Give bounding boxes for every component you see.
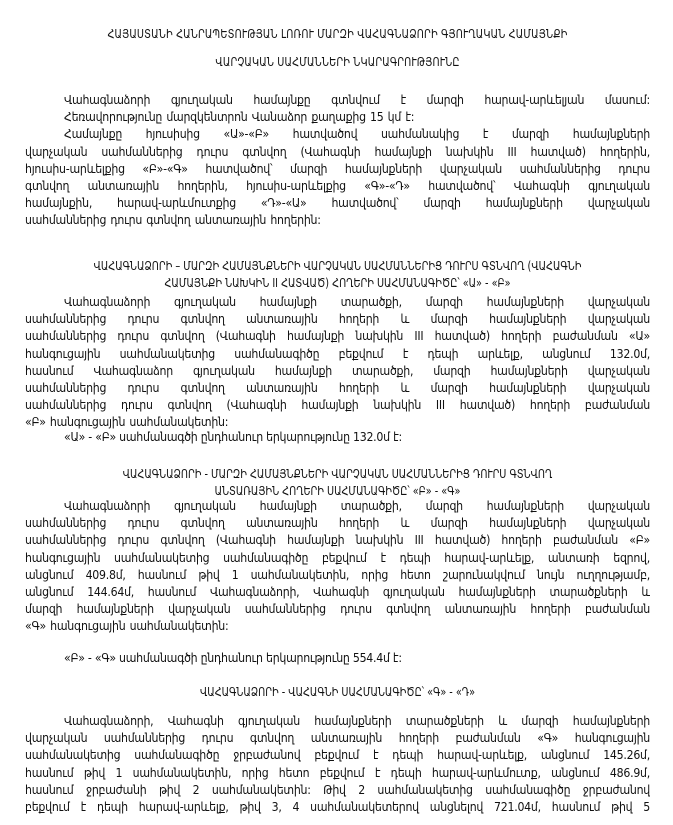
text-line: Վահագնաձորի գյուղական համայնքի տարածքի, մարզի համայնքների վարչական [64, 499, 650, 513]
heading-line: ՀԱՄԱՅՆՔԻ ՆԱԽԿԻՆ II ՀԱՏՎԱԾ) ՀՈՂԵՐԻ ՍԱՀՄԱՆԱԳԻԾԸ՝ «Ա» - «Բ» [164, 275, 511, 290]
text-line: «Գ» հանգուցային սահմանակետին: [25, 619, 229, 634]
title-line-1: ՀԱՅԱՍՏԱՆԻ ՀԱՆՐԱՊԵՏՈՒԹՅԱՆ ԼՈՌՈՒ ՄԱՐԶԻ ՎԱՀԱԳՆԱՁՈՐԻ ԳՅՈՒՂԱԿԱՆ ՀԱՄԱՅՆՔԻ [107, 26, 568, 41]
text-line: համայնքին, հարավ-արևմուտքից «Դ»-«Ա» հատվածով՝ մարզի համայնքների վարչական [25, 196, 650, 211]
text-line: «Բ» հանգուցային սահմանակետին: [25, 415, 229, 430]
text-line: բեքվում է դեպի հարավ-արևելք, թիվ 3, 4 սահմանակետերով անցնելով 721.04մ, հասնում թիվ 5 [25, 800, 650, 815]
text-line: մարզի համայնքների վարչական սահմաններից դուրս գտնվող անտառային հողերի բաժանման [25, 602, 650, 617]
section-heading-b-g [25, 465, 650, 499]
text-line: անցնում 144.64մ, հասնում Վահագնաձորի, Վահագնի գյուղական համայնքների տարածքների և [25, 585, 650, 600]
heading-line: ՎԱՀԱԳՆԱՁՈՐԻ - ՎԱՀԱԳՆԻ ՍԱՀՄԱՆԱԳԻԾԸ՝ «Գ» - «Դ» [199, 684, 475, 699]
text-line: հանգուցային սահմանակետից սահմանագիծը բեքվում է դեպի հարավ-արևելք, անտառի եզրով, [25, 550, 650, 565]
text-line: գտնվող անտառային հողերին, հյուսիս-արևելքից «Գ»-«Դ» հատվածով՝ Վահագնի գյուղական [25, 179, 650, 194]
text-line: սահմաններից դուրս գտնվող (Վահագնի համայնքի նախկին III հատված) հողերի բաժանման «Ա» [25, 329, 650, 344]
text-line: վարչական սահմաններից դուրս գտնվող (Վահագնի համայնքի նախկին III հատված) հողերին, [25, 144, 650, 159]
text-line: հասնում թիվ 1 սահմանակետին, որից հետո բեքվում է դեպի հարավ-արևմուտք, անցնում 486.9մ, [25, 765, 650, 780]
title-line-2: ՎԱՐՉԱԿԱՆ ՍԱՀՄԱՆՆԵՐԻ ՆԿԱՐԱԳՐՈՒԹՅՈՒՆԸ [215, 54, 460, 69]
text-line: անցնում 409.8մ, հասնում թիվ 1 սահմանակետին, որից հետո շարունակվում նույն ուղղությամբ, [25, 567, 650, 582]
text-line: Վահագնաձորի, Վահագնի գյուղական համայնքների տարածքների և մարզի համայնքների [64, 714, 650, 728]
heading-line: ԱՆՏԱՌԱՅԻՆ ՀՈՂԵՐԻ ՍԱՀՄԱՆԱԳԻԾԸ՝ «Բ» - «Գ» [214, 483, 461, 498]
text-line: Վահագնաձորի գյուղական համայնքի տարածքի, մարզի համայնքների վարչական [64, 295, 650, 309]
text-line: սահմաններից դուրս գտնվող անտառային հողերի և մարզի համայնքների վարչական [25, 312, 650, 327]
section-heading-g-d [25, 683, 650, 700]
text-line: հանգուցային սահմանակետից սահմանագիծը բեքվում է դեպի արևելք, անցնում 132.0մ, [25, 346, 650, 361]
text-line: սահմաններից դուրս գտնվող (Վահագնի համայնքի նախկին III հատված) հողերի բաժանման [25, 398, 650, 413]
text-line: Հեռավորությունը մարզկենտրոն Վանաձոր քաղաքից 15 կմ է: [64, 110, 415, 125]
section-body-a-b [25, 294, 650, 432]
text-line: հասնում Վահագնաձոր գյուղական համայնքի տարածքի, մարզի համայնքների վարչական [25, 363, 650, 378]
section-body-b-g [25, 498, 650, 636]
text-line: սահմաններից դուրս գտնվող անտառային հողերին: [25, 213, 321, 228]
text-line: հյուսիս-արևելքից «Բ»-«Գ» հատվածով՝ մարզի համայնքների վարչական սահմաններից դուրս [25, 161, 650, 176]
text-line: հասնում ջրբաժանի թիվ 2 սահմանակետին: Թիվ 2 սահմանակետից սահմանագիծը ջրբաժանով [25, 782, 650, 797]
text-line: Համայնքը հյուսիսից «Ա»-«Բ» հատվածով սահմանակից է մարզի համայնքների [64, 127, 650, 142]
section-heading-a-b [25, 257, 650, 291]
heading-line: ՎԱՀԱԳՆԱՁՈՐԻ – ՄԱՐԶԻ ՀԱՄԱՅՆՔՆԵՐԻ ՎԱՐՉԱԿԱՆ ՍԱՀՄԱՆՆԵՐԻՑ ԴՈՒՐՍ ԳՏՆՎՈՂ (ՎԱՀԱԳՆԻ [93, 258, 582, 273]
heading-line: ՎԱՀԱԳՆԱՁՈՐԻ - ՄԱՐԶԻ ՀԱՄԱՅՆՔՆԵՐԻ ՎԱՐՉԱԿԱՆ ՍԱՀՄԱՆՆԵՐԻՑ ԴՈՒՐՍ ԳՏՆՎՈՂ [122, 466, 553, 481]
section-summary-a-b: «Ա» - «Բ» սահմանագծի ընդհանուր երկարությունը 132.0մ է: [64, 430, 402, 444]
section-body-g-d [25, 713, 650, 816]
text-line: սահմաններից դուրս գտնվող անտառային հողերի և մարզի համայնքների վարչական [25, 381, 650, 396]
text-line: Վահագնաձորի գյուղական համայնքը գտնվում է մարզի հարավ-արևելյան մասում: [64, 93, 650, 107]
text-line: սահմաններից դուրս գտնվող անտառային հողերի և մարզի համայնքների վարչական [25, 516, 650, 531]
document-title [25, 6, 650, 76]
text-line: սահմանակետից սահմանագիծը ջրբաժանով բեքվում է դեպի հարավ-արևելք, անցնում 145.26մ, [25, 748, 650, 763]
text-line: վարչական սահմաններից դուրս գտնվող անտառային հողերի բաժանման «Գ» հանգուցային [25, 731, 650, 746]
intro-paragraph [25, 92, 650, 230]
text-line: սահմաններից դուրս գտնվող (Վահագնի համայնքի նախկին III հատված) հողերի բաժանման «Բ» [25, 533, 650, 548]
section-summary-b-g: «Բ» - «Գ» սահմանագծի ընդհանուր երկարությունը 554.4մ է: [64, 651, 402, 665]
